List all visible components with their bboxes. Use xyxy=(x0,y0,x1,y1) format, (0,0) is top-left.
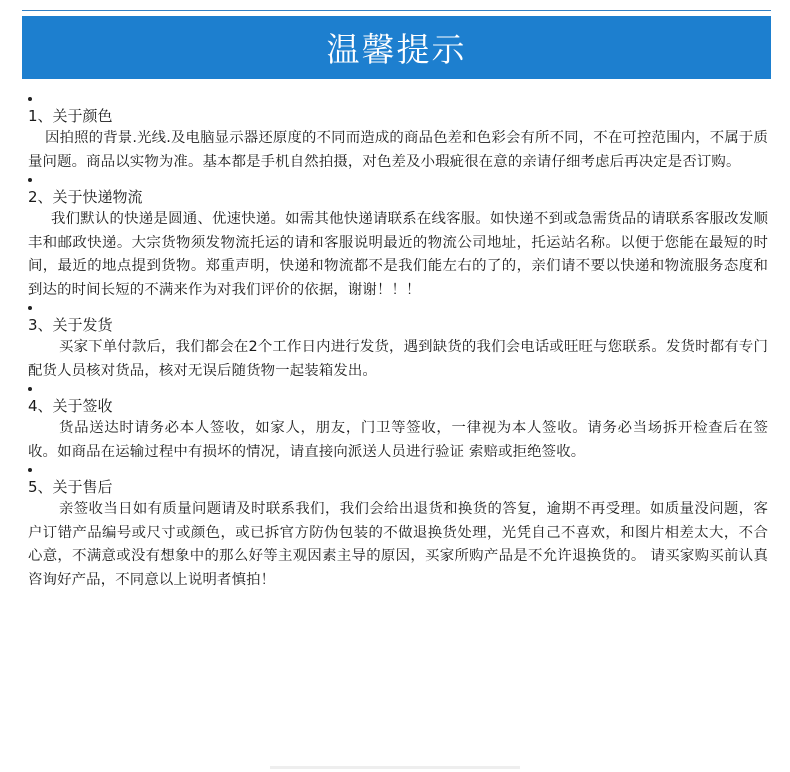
section-body: 货品送达时请务必本人签收，如家人，朋友，门卫等签收，一律视为本人签收。请务必当场拆开检查后在签收。如商品在运输过程中有损坏的情况，请直接向派送人员进行验证 索赔或拒绝签收。 xyxy=(28,420,768,460)
bullet-dot xyxy=(28,468,32,472)
section-dispatch xyxy=(28,302,768,383)
section-body: 亲签收当日如有质量问题请及时联系我们，我们会给出退货和换货的答复，逾期不再受理。如质量没问题，客户订错产品编号或尺寸或颜色，或已拆官方防伪包装的不做退换货处理，光凭自己不喜欢，和图片相差太大，不合心意，不满意或没有想象中的那么好等主观因素主导的原因，买家所购产品是不允许退换货的。 请买家购买前认真咨询好产品，不同意以上说明者慎拍！ xyxy=(28,501,768,588)
bullet-row xyxy=(28,302,768,314)
section-title: 4、关于签收 xyxy=(28,397,113,415)
header-banner xyxy=(22,16,771,79)
notice-content xyxy=(28,93,768,592)
section-color xyxy=(28,93,768,174)
bullet-row xyxy=(28,93,768,105)
section-body: 我们默认的快递是圆通、优速快递。如需其他快递请联系在线客服。如快递不到或急需货品的请联系客服改发顺丰和邮政快递。大宗货物须发物流托运的请和客服说明最近的物流公司地址，托运站名称。以便于您能在最短的时间，最近的地点提到货物。郑重声明，快递和物流都不是我们能左右的了的，亲们请不要以快递和物流服务态度和到达的时间长短的不满来作为对我们评价的依据，谢谢！！！ xyxy=(28,211,768,298)
top-divider xyxy=(22,10,771,11)
bullet-dot xyxy=(28,306,32,310)
section-title: 3、关于发货 xyxy=(28,316,113,334)
section-shipping-logistics xyxy=(28,174,768,302)
bullet-row xyxy=(28,464,768,476)
section-title: 5、关于售后 xyxy=(28,478,113,496)
section-title: 2、关于快递物流 xyxy=(28,188,143,206)
section-body: 因拍照的背景.光线.及电脑显示器还原度的不同而造成的商品色差和色彩会有所不同，不在可控范围内，不属于质量问题。商品以实物为准。基本都是手机自然拍摄，对色差及小瑕疵很在意的亲请仔细考虑后再决定是否订购。 xyxy=(28,130,768,170)
bullet-row xyxy=(28,174,768,186)
bottom-divider xyxy=(270,766,520,769)
section-after-sales xyxy=(28,464,768,592)
section-receipt xyxy=(28,383,768,464)
bullet-dot xyxy=(28,387,32,391)
section-body: 买家下单付款后，我们都会在2个工作日内进行发货，遇到缺货的我们会电话或旺旺与您联系。发货时都有专门配货人员核对货品，核对无误后随货物一起装箱发出。 xyxy=(28,339,768,379)
section-title: 1、关于颜色 xyxy=(28,107,113,125)
page-title: 温馨提示 xyxy=(326,30,467,69)
bullet-row xyxy=(28,383,768,395)
bullet-dot xyxy=(28,97,32,101)
bullet-dot xyxy=(28,178,32,182)
